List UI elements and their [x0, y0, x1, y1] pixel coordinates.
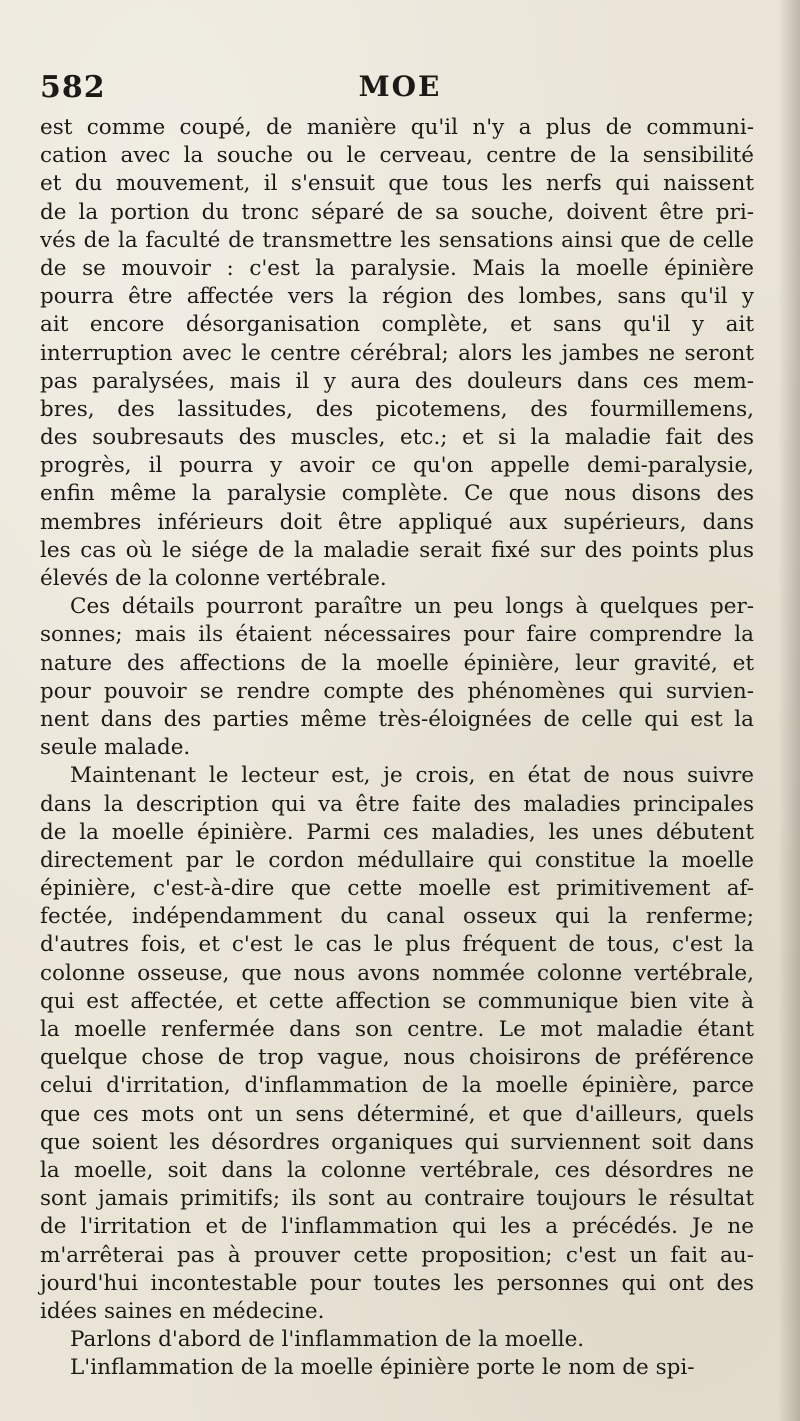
text-line: qui est affectée, et cette affection se communique bien vite à	[40, 988, 754, 1014]
text-line: interruption avec le centre cérébral; alors les jambes ne seront	[40, 340, 754, 366]
text-line: Ces détails pourront paraître un peu longs à quelques per-	[70, 594, 754, 620]
text-line: colonne osseuse, que nous avons nommée colonne vertébrale,	[40, 960, 754, 986]
paragraph	[40, 762, 754, 1326]
text-line: L'inflammation de la moelle épinière porte le nom de spi-	[70, 1355, 695, 1381]
paragraph	[40, 1354, 754, 1382]
text-line: seule malade.	[40, 735, 191, 761]
text-line: nent dans des parties même très-éloignées de celle qui est la	[40, 706, 754, 732]
text-line: élevés de la colonne vertébrale.	[40, 566, 387, 591]
text-line: celui d'irritation, d'inflammation de la moelle épinière, parce	[40, 1073, 754, 1099]
body-text	[40, 114, 754, 1382]
text-line: membres inférieurs doit être appliqué aux supérieurs, dans	[40, 509, 754, 535]
text-line: sonnes; mais ils étaient nécessaires pour faire comprendre la	[40, 622, 754, 648]
text-line: ait encore désorganisation complète, et sans qu'il y ait	[40, 312, 754, 338]
text-line: que ces mots ont un sens déterminé, et que d'ailleurs, quels	[40, 1101, 754, 1127]
text-line: jourd'hui incontestable pour toutes les personnes qui ont des	[40, 1270, 754, 1296]
page-number: 582	[40, 70, 106, 105]
running-head: MOE	[358, 70, 442, 103]
text-line: d'autres fois, et c'est le cas le plus fréquent de tous, c'est la	[40, 932, 754, 958]
text-line: pas paralysées, mais il y aura des douleurs dans ces mem-	[40, 368, 754, 394]
text-line: est comme coupé, de manière qu'il n'y a plus de communi-	[40, 115, 754, 140]
page-header	[40, 70, 760, 110]
page-edge-shadow	[778, 0, 800, 1421]
text-line: enfin même la paralysie complète. Ce que nous disons des	[40, 481, 754, 507]
text-line: bres, des lassitudes, des picotemens, des fourmillemens,	[40, 396, 754, 422]
text-line: les cas où le siége de la maladie serait fixé sur des points plus	[40, 537, 754, 563]
text-line: quelque chose de trop vague, nous choisirons de préférence	[40, 1045, 754, 1071]
text-line: de la portion du tronc séparé de sa souche, doivent être pri-	[40, 199, 754, 225]
text-line: dans la description qui va être faite des maladies principales	[40, 791, 754, 817]
paragraph	[40, 593, 754, 762]
text-line: de l'irritation et de l'inflammation qui les a précédés. Je ne	[40, 1214, 754, 1240]
text-line: cation avec la souche ou le cerveau, centre de la sensibilité	[40, 143, 754, 169]
text-line: pourra être affectée vers la région des lombes, sans qu'il y	[40, 284, 754, 310]
text-line: nature des affections de la moelle épinière, leur gravité, et	[40, 650, 754, 676]
text-line: Parlons d'abord de l'inflammation de la moelle.	[70, 1327, 585, 1353]
text-line: vés de la faculté de transmettre les sensations ainsi que de celle	[40, 227, 754, 253]
text-line: sont jamais primitifs; ils sont au contraire toujours le résultat	[40, 1186, 754, 1212]
paragraph	[40, 114, 754, 593]
text-line: épinière, c'est-à-dire que cette moelle est primitivement af-	[40, 876, 754, 902]
text-line: et du mouvement, il s'ensuit que tous les nerfs qui naissent	[40, 171, 754, 197]
text-line: des soubresauts des muscles, etc.; et si la maladie fait des	[40, 425, 754, 451]
text-line: pour pouvoir se rendre compte des phénomènes qui survien-	[40, 678, 754, 704]
text-line: directement par le cordon médullaire qui constitue la moelle	[40, 847, 754, 873]
paragraph	[40, 1326, 754, 1354]
text-line: la moelle, soit dans la colonne vertébrale, ces désordres ne	[40, 1157, 754, 1183]
text-line: que soient les désordres organiques qui surviennent soit dans	[40, 1129, 754, 1155]
text-line: idées saines en médecine.	[40, 1298, 325, 1324]
text-line: de se mouvoir : c'est la paralysie. Mais la moelle épinière	[40, 255, 754, 281]
text-line: progrès, il pourra y avoir ce qu'on appelle demi-paralysie,	[40, 453, 754, 479]
text-line: Maintenant le lecteur est, je crois, en état de nous suivre	[70, 763, 754, 789]
text-line: m'arrêterai pas à prouver cette proposition; c'est un fait au-	[40, 1242, 754, 1268]
text-line: la moelle renfermée dans son centre. Le mot maladie étant	[40, 1017, 754, 1042]
text-line: de la moelle épinière. Parmi ces maladies, les unes débutent	[40, 819, 754, 845]
text-line: fectée, indépendamment du canal osseux qui la renferme;	[40, 904, 754, 930]
